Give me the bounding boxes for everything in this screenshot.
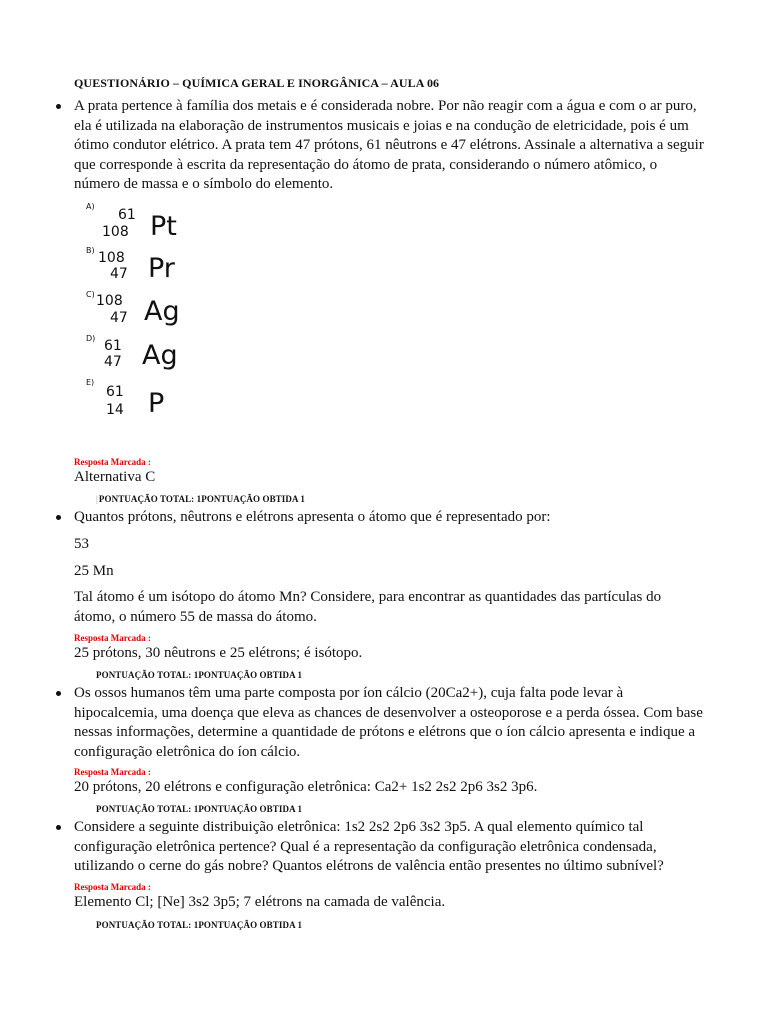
bullet-icon	[56, 104, 61, 109]
option-d	[82, 332, 230, 376]
resposta-marcada-label: Resposta Marcada :	[74, 767, 151, 777]
resposta-marcada-label: Resposta Marcada :	[74, 457, 151, 467]
question-2-mass-line: 53	[74, 536, 89, 552]
option-letter: D)	[86, 334, 96, 343]
pontuacao-obtida: PONTUAÇÃO OBTIDA 1	[198, 920, 303, 930]
pontuacao-obtida: PONTUAÇÃO OBTIDA 1	[198, 670, 303, 680]
element-symbol: P	[148, 388, 165, 419]
question-3-text: Os ossos humanos têm uma parte composta por íon cálcio (20Ca2+), cuja falta pode levar à hipocalcemia, uma doença que eleva as chances de desenvolver a osteoporose e a perda óssea. Com base nessas informações, determine a quantidade de prótons e elétrons que o íon cálcio apresenta e indique a configuração eletrônica do íon cálcio.	[74, 684, 704, 762]
element-symbol: Ag	[142, 340, 178, 371]
atomic-number: 108	[102, 224, 129, 240]
option-a	[82, 200, 230, 244]
atomic-number: 14	[106, 402, 124, 418]
mass-number: 108	[98, 250, 125, 266]
element-symbol: Pt	[150, 211, 177, 242]
question-4-text: Considere a seguinte distribuição eletrônica: 1s2 2s2 2p6 3s2 3p5. A qual elemento químico tal configuração eletrônica pertence? Qual é a representação da configuração eletrônica condensada, utilizando o cerne do gás nobre? Quantos elétrons de valência então presentes no último subnível?	[74, 818, 704, 877]
page-title: QUESTIONÁRIO – QUÍMICA GERAL E INORGÂNICA – AULA 06	[74, 76, 440, 90]
mass-number: 61	[118, 207, 136, 223]
option-c	[82, 288, 230, 332]
atomic-number: 47	[110, 310, 128, 326]
question-1-score	[96, 494, 305, 504]
question-1-options-image	[82, 200, 230, 426]
question-4-answer: Elemento Cl; [Ne] 3s2 3p5; 7 elétrons na camada de valência.	[74, 894, 446, 910]
mass-number: 61	[104, 338, 122, 354]
atomic-number: 47	[110, 266, 128, 282]
pontuacao-total: PONTUAÇÃO TOTAL: 1	[98, 494, 202, 504]
option-letter: C)	[86, 290, 95, 299]
question-2-answer: 25 prótons, 30 nêutrons e 25 elétrons; é isótopo.	[74, 645, 363, 661]
option-letter: E)	[86, 378, 95, 387]
bullet-icon	[56, 515, 61, 520]
pontuacao-total: PONTUAÇÃO TOTAL: 1	[96, 920, 199, 930]
mass-number: 61	[106, 384, 124, 400]
question-3-answer: 20 prótons, 20 elétrons e configuração eletrônica: Ca2+ 1s2 2s2 2p6 3s2 3p6.	[74, 779, 538, 795]
bullet-icon	[56, 825, 61, 830]
mass-number: 108	[96, 293, 123, 309]
question-1-answer: Alternativa C	[74, 469, 156, 485]
option-letter: A)	[86, 202, 95, 211]
option-e	[82, 376, 230, 420]
question-1-text: A prata pertence à família dos metais e é considerada nobre. Por não reagir com a água e com o ar puro, ela é utilizada na elaboração de instrumentos musicais e joias e na condução de eletricidade, pois é um ótimo condutor elétrico. A prata tem 47 prótons, 61 nêutrons e 47 elétrons. Assinale a alternativa a seguir que corresponde à escrita da representação do átomo de prata, considerando o número atômico, o número de massa e o símbolo do elemento.	[74, 97, 704, 195]
pontuacao-obtida: PONTUAÇÃO OBTIDA 1	[198, 804, 303, 814]
question-2-text: Quantos prótons, nêutrons e elétrons apresenta o átomo que é representado por:	[74, 508, 704, 528]
pontuacao-total: PONTUAÇÃO TOTAL: 1	[96, 670, 199, 680]
element-symbol: Ag	[144, 296, 180, 327]
question-4-score	[96, 920, 302, 930]
pontuacao-total: PONTUAÇÃO TOTAL: 1	[96, 804, 199, 814]
resposta-marcada-label: Resposta Marcada :	[74, 633, 151, 643]
bullet-icon	[56, 691, 61, 696]
atomic-number: 47	[104, 354, 122, 370]
cursor-mark-icon: |	[96, 494, 98, 504]
question-3-score	[96, 804, 302, 814]
option-letter: B)	[86, 246, 95, 255]
question-2-symbol-line: 25 Mn	[74, 563, 114, 579]
question-2-extra-text: Tal átomo é um isótopo do átomo Mn? Considere, para encontrar as quantidades das partículas do átomo, o número 55 de massa do átomo.	[74, 589, 662, 625]
pontuacao-obtida: PONTUAÇÃO OBTIDA 1	[201, 494, 306, 504]
element-symbol: Pr	[148, 253, 175, 284]
question-2-score	[96, 670, 302, 680]
resposta-marcada-label: Resposta Marcada :	[74, 882, 151, 892]
option-b	[82, 244, 230, 288]
